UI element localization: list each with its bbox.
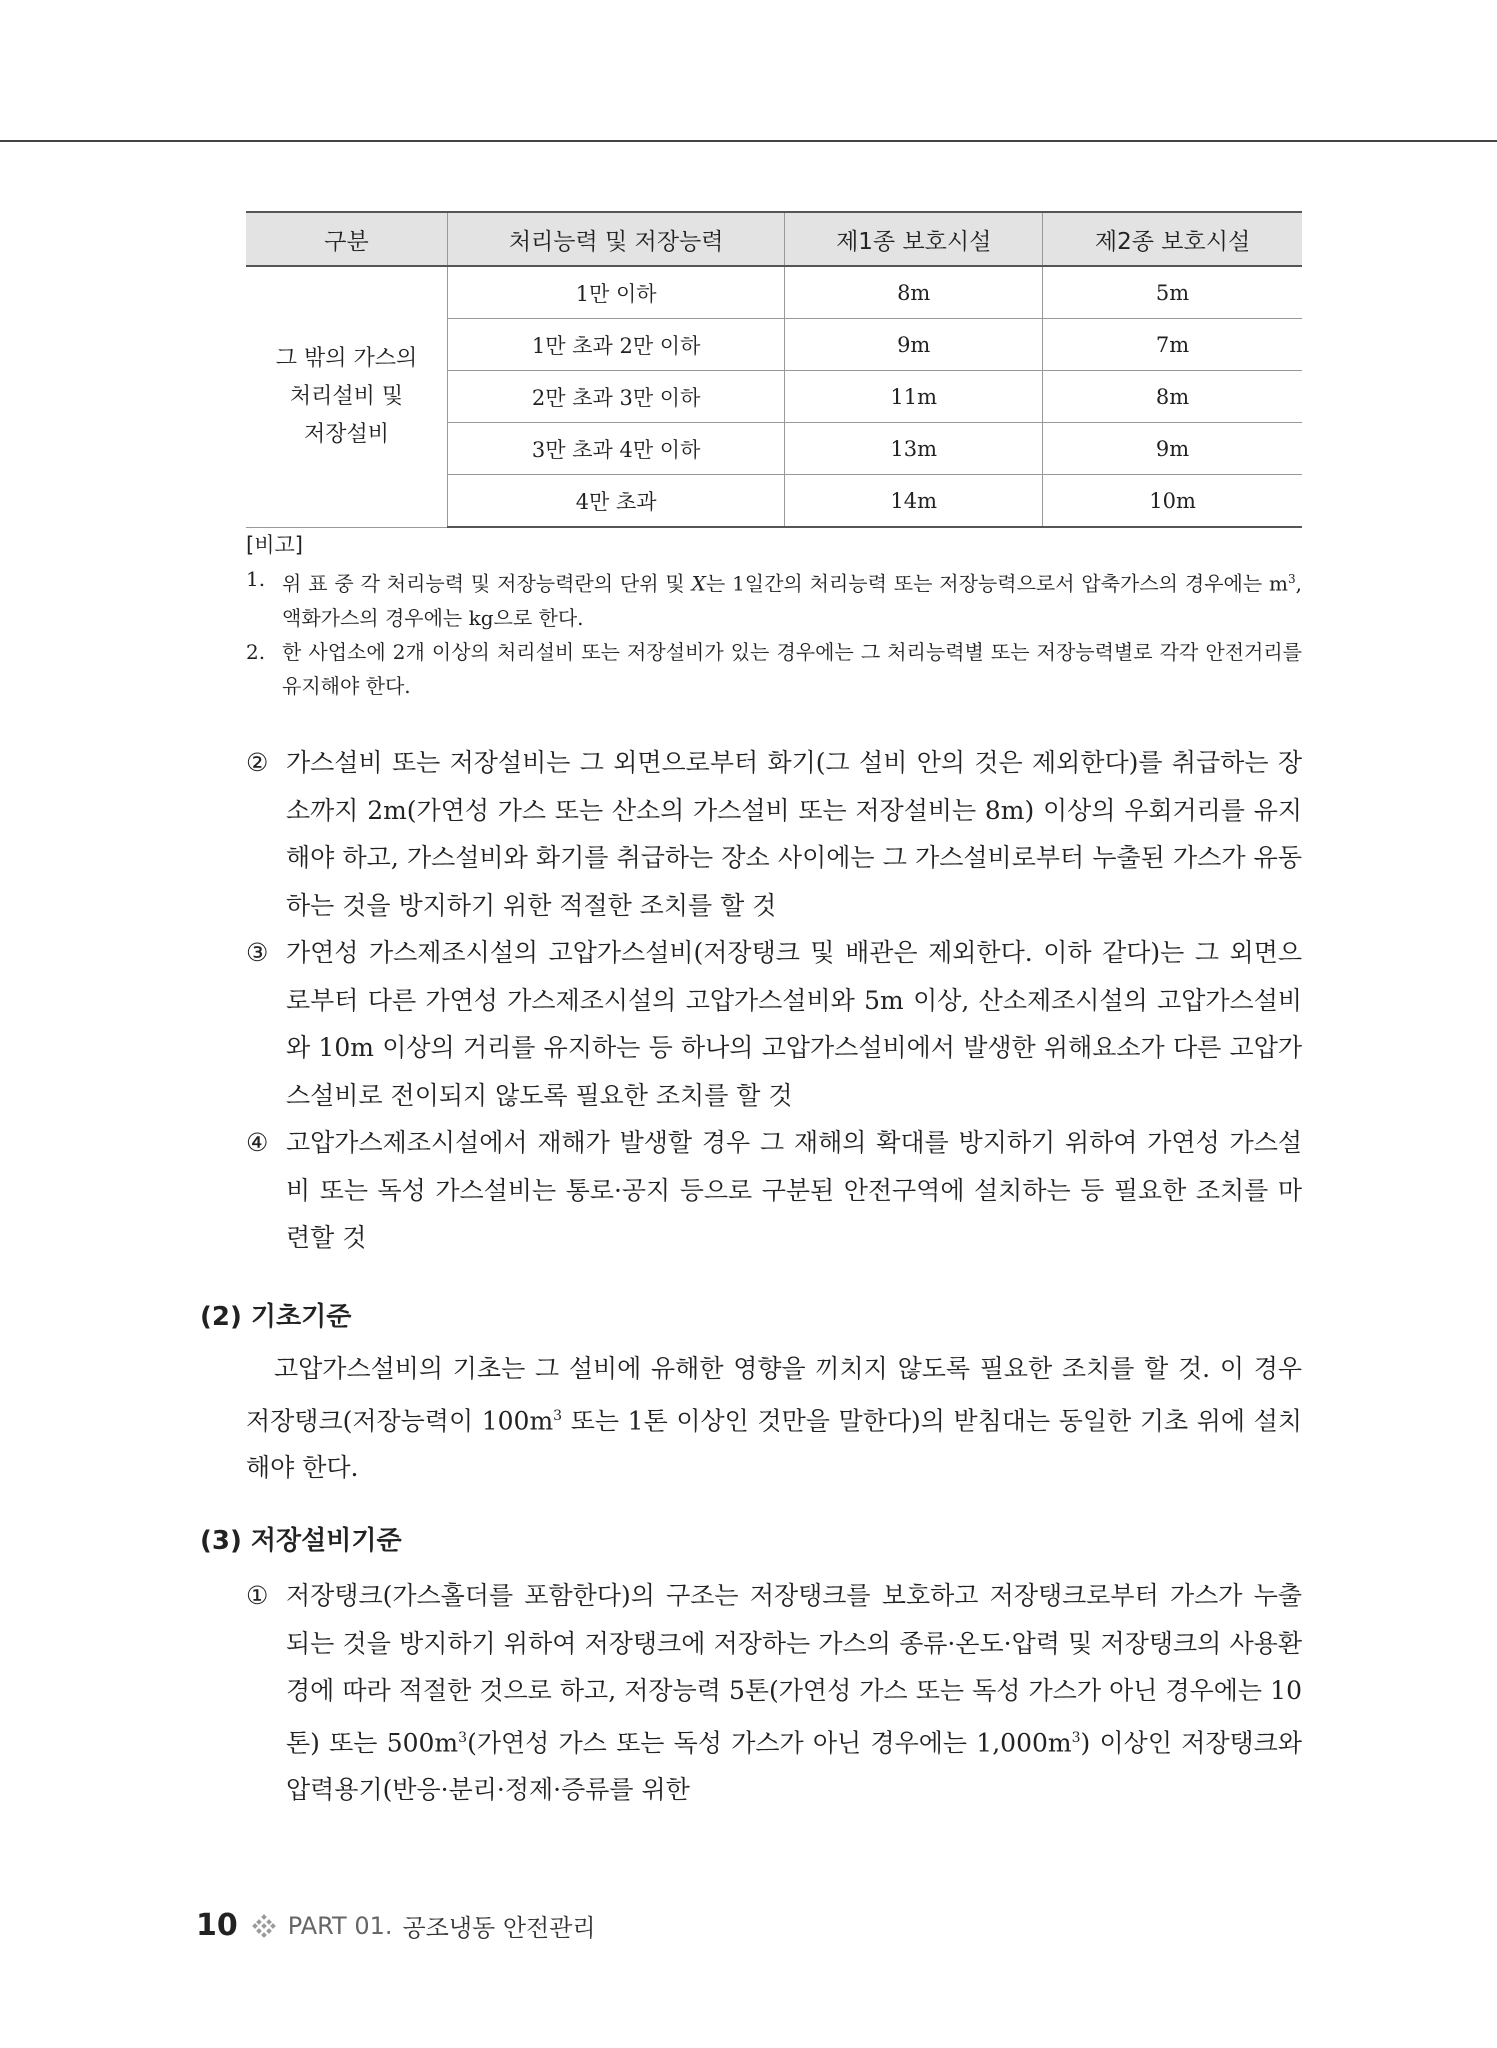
header-class2: 제2종 보호시설 — [1043, 212, 1302, 266]
header-capacity: 처리능력 및 저장능력 — [448, 212, 785, 266]
capacity-cell: 1만 초과 2만 이하 — [448, 319, 785, 371]
remark-number: 1. — [246, 567, 266, 591]
class1-cell: 11m — [785, 371, 1043, 423]
header-category: 구분 — [246, 212, 448, 266]
numbered-items-top — [246, 739, 1302, 1262]
capacity-cell: 2만 초과 3만 이하 — [448, 371, 785, 423]
footer-part: PART 01. — [287, 1911, 393, 1940]
item-text: 고압가스제조시설에서 재해가 발생할 경우 그 재해의 확대를 방지하기 위하여 가연성 가스설비 또는 독성 가스설비는 통로·공지 등으로 구분된 안전구역에 설치하는 등 필요한 조치를 마련할 것 — [286, 1128, 1302, 1252]
item-text: 가연성 가스제조시설의 고압가스설비(저장탱크 및 배관은 제외한다. 이하 같다)는 그 외면으로부터 다른 가연성 가스제조시설의 고압가스설비와 5m 이상, 산소제조시설의 고압가스설비와 10m 이상의 거리를 유지하는 등 하나의 고압가스설비에서 발생한 위해요소가 다른 고압가스설비로 전이되지 않도록 필요한 조치를 할 것 — [286, 938, 1302, 1110]
header-rule — [0, 140, 1497, 142]
header-class1: 제1종 보호시설 — [785, 212, 1043, 266]
storage-items — [246, 1572, 1302, 1814]
diamond-grid-icon — [252, 1914, 276, 1938]
class2-cell: 7m — [1043, 319, 1302, 371]
capacity-cell: 4만 초과 — [448, 475, 785, 528]
class1-cell: 13m — [785, 423, 1043, 475]
foundation-paragraph: 고압가스설비의 기초는 그 설비에 유해한 영향을 끼치지 않도록 필요한 조치를 할 것. 이 경우 저장탱크(저장능력이 $100m^3$ 또는 1톤 이상인 것만을 말한다)의 받침대는 동일한 기초 위에 설치해야 한다. — [246, 1354, 1302, 1483]
table-row — [246, 266, 1302, 319]
item-number: ③ — [246, 938, 269, 967]
section-heading-storage: (3) 저장설비기준 — [200, 1526, 402, 1556]
section-heading-foundation: (2) 기초기준 — [200, 1302, 352, 1332]
capacity-cell: 1만 이하 — [448, 266, 785, 319]
item-number: ④ — [246, 1128, 269, 1157]
footer-title: 공조냉동 안전관리 — [402, 1914, 596, 1942]
item-text: 가스설비 또는 저장설비는 그 외면으로부터 화기(그 설비 안의 것은 제외한다)를 취급하는 장소까지 2m(가연성 가스 또는 산소의 가스설비 또는 저장설비는 8m) 이상의 우회거리를 유지해야 하고, 가스설비와 화기를 취급하는 장소 사이에는 그 가스설비로부터 누출된 가스가 유동하는 것을 방지하기 위한 적절한 조치를 할 것 — [286, 748, 1302, 920]
list-item — [246, 929, 1302, 1119]
capacity-cell: 3만 초과 4만 이하 — [448, 423, 785, 475]
remark-text: 한 사업소에 2개 이상의 처리설비 또는 저장설비가 있는 경우에는 그 처리능력별 또는 저장능력별로 각각 안전거리를 유지해야 한다. — [282, 639, 1302, 698]
page-number: 10 — [196, 1908, 238, 1943]
list-item — [246, 1119, 1302, 1262]
remark-item — [246, 635, 1302, 703]
safety-distance-table — [246, 211, 1302, 528]
class2-cell: 8m — [1043, 371, 1302, 423]
item-number: ② — [246, 748, 269, 777]
class1-cell: 8m — [785, 266, 1043, 319]
remark-number: 2. — [246, 639, 266, 664]
class2-cell: 5m — [1043, 266, 1302, 319]
class1-cell: 14m — [785, 475, 1043, 528]
item-text: 저장탱크(가스홀더를 포함한다)의 구조는 저장탱크를 보호하고 저장탱크로부터 가스가 누출되는 것을 방지하기 위하여 저장탱크에 저장하는 가스의 종류·온도·압력 및 저장탱크의 사용환경에 따라 적절한 것으로 하고, 저장능력 5톤(가연성 가스 또는 독성 가스가 아닌 경우에는 10톤) 또는 $500m^3$(가연성 가스 또는 독성 가스가 아닌 경우에는 $1,000m^3$) 이상인 저장탱크와 압력용기(반응·분리·정제·증류를 위한 — [286, 1581, 1302, 1805]
group-label: 그 밖의 가스의 처리설비 및 저장설비 — [246, 266, 448, 527]
table-header-row — [246, 212, 1302, 266]
page-footer — [196, 1908, 596, 1943]
item-number: ① — [246, 1581, 269, 1610]
class2-cell: 9m — [1043, 423, 1302, 475]
remark-item — [246, 562, 1302, 635]
remarks-title: [비고] — [246, 533, 303, 557]
class2-cell: 10m — [1043, 475, 1302, 528]
list-item — [246, 1572, 1302, 1814]
remarks — [246, 528, 1302, 703]
list-item — [246, 739, 1302, 929]
class1-cell: 9m — [785, 319, 1043, 371]
remark-text: 위 표 중 각 처리능력 및 저장능력란의 단위 및 X는 1일간의 처리능력 또는 저장능력으로서 압축가스의 경우에는 $m^3$, 액화가스의 경우에는 kg으로 한다. — [282, 571, 1302, 630]
